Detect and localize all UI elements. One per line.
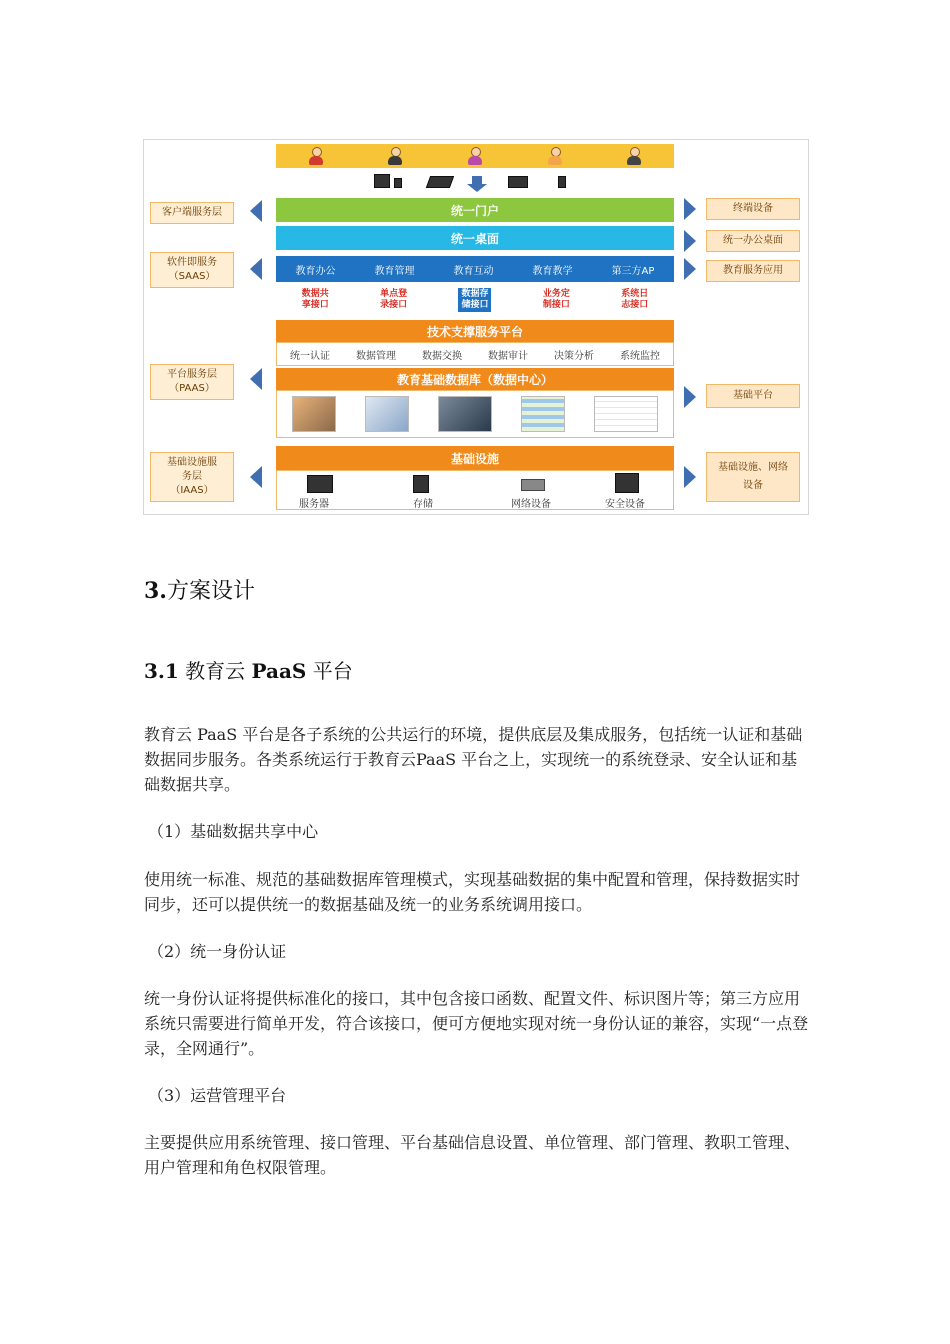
laptop-icon <box>426 176 454 188</box>
unified-desktop: 统一桌面 <box>276 226 674 250</box>
service-data-management: 数据管理 <box>356 350 396 362</box>
right-arrow-icon <box>684 258 696 280</box>
app-third-party: 第三方AP <box>611 265 655 277</box>
right-arrow-icon <box>684 198 696 220</box>
teacher-user-icon <box>467 147 483 165</box>
parent-user-icon <box>308 147 324 165</box>
tech-support-platform: 技术支撑服务平台 <box>276 320 674 342</box>
left-label-client-layer: 客户端服务层 <box>150 202 234 224</box>
left-arrow-icon <box>250 200 262 222</box>
item1-body: 使用统一标准、规范的基础数据库管理模式，实现基础数据的集中配置和管理，保持数据实时同步，还可以提供统一的数据基础及统一的业务系统调用接口。 <box>144 870 801 914</box>
classroom-photo-icon <box>292 396 336 432</box>
infra-item-network: 网络设备 <box>511 499 551 510</box>
phone-icon <box>558 176 566 188</box>
item1-title: （1）基础数据共享中心 <box>148 822 319 841</box>
student-user-icon <box>387 147 403 165</box>
spreadsheet-photo-icon <box>521 396 565 432</box>
subsection-number: 3.1 <box>144 659 179 683</box>
item3-body: 主要提供应用系统管理、接口管理、平台基础信息设置、单位管理、部门管理、教职工管理、用户管理和角色权限管理。 <box>144 1133 801 1177</box>
apps-row <box>276 256 674 282</box>
left-arrow-icon <box>250 258 262 280</box>
students-photo-icon <box>365 396 409 432</box>
section-title: 方案设计 <box>166 579 255 604</box>
right-label-infra-network: 基础设施、网络 设备 <box>706 452 800 502</box>
interface-system-log: 系统日 志接口 <box>621 289 649 310</box>
edu-database: 教育基础数据库（数据中心） <box>276 368 674 390</box>
right-label-edu-apps: 教育服务应用 <box>706 260 800 282</box>
right-label-base-platform: 基础平台 <box>706 384 800 408</box>
interfaces-row <box>276 286 674 314</box>
users-band <box>276 144 674 168</box>
right-label-office-desktop: 统一办公桌面 <box>706 230 800 252</box>
left-arrow-icon <box>250 466 262 488</box>
service-unified-auth: 统一认证 <box>290 350 330 362</box>
right-arrow-icon <box>684 386 696 408</box>
app-edu-management: 教育管理 <box>374 265 415 277</box>
lecture-hall-photo-icon <box>438 396 492 432</box>
service-data-audit: 数据审计 <box>488 350 528 362</box>
down-arrow-head-icon <box>467 184 487 192</box>
admin-user-icon <box>626 147 642 165</box>
app-edu-interaction: 教育互动 <box>453 265 494 277</box>
interface-business-custom: 业务定 制接口 <box>542 289 570 310</box>
subsection-title-part-b: 平台 <box>306 659 353 683</box>
child-user-icon <box>547 147 563 165</box>
interface-sso: 单点登 录接口 <box>380 289 408 310</box>
infra-item-storage: 存储 <box>413 499 433 510</box>
right-arrow-icon <box>684 230 696 252</box>
app-edu-office: 教育办公 <box>295 265 336 277</box>
database-photos <box>276 390 674 438</box>
infrastructure: 基础设施 <box>276 446 674 470</box>
subsection-heading <box>144 655 353 684</box>
infrastructure-items <box>276 470 674 510</box>
tablet-icon <box>508 176 528 188</box>
subsection-title-part-a: 教育云 <box>178 659 252 683</box>
intro-paragraph: 教育云 PaaS 平台是各子系统的公共运行的环境，提供底层及集成服务，包括统一认证和基础数据同步服务。各类系统运行于教育云PaaS 平台之上，实现统一的系统登录、安全认证和基础数据共享。 <box>144 725 803 794</box>
infra-item-security: 安全设备 <box>605 499 645 510</box>
left-label-paas: 平台服务层 （PAAS） <box>150 364 234 400</box>
section-number: 3. <box>144 578 167 604</box>
left-label-iaas: 基础设施服 务层 （IAAS） <box>150 452 234 502</box>
subsection-title-bold: PaaS <box>251 659 307 683</box>
item2-title: （2）统一身份认证 <box>148 942 287 961</box>
section-heading <box>144 574 255 605</box>
service-system-monitoring: 系统监控 <box>620 350 660 362</box>
app-edu-teaching: 教育教学 <box>532 265 573 277</box>
left-arrow-icon <box>250 368 262 390</box>
service-decision-analysis: 决策分析 <box>554 350 594 362</box>
architecture-diagram <box>143 139 809 515</box>
item3-title: （3）运营管理平台 <box>148 1086 287 1105</box>
services-row <box>276 342 674 366</box>
interface-data-storage: 数据存 储接口 <box>458 288 491 312</box>
report-photo-icon <box>594 396 658 432</box>
infra-item-server: 服务器 <box>299 499 329 510</box>
unified-portal: 统一门户 <box>276 198 674 222</box>
server-icon <box>307 475 333 493</box>
printer-icon <box>394 178 402 188</box>
interface-data-sharing: 数据共 享接口 <box>301 289 329 310</box>
down-arrow-icon <box>472 176 482 184</box>
service-data-exchange: 数据交换 <box>422 350 462 362</box>
right-label-terminal: 终端设备 <box>706 198 800 220</box>
network-device-icon <box>521 479 545 491</box>
right-arrow-icon <box>684 466 696 488</box>
item2-body: 统一身份认证将提供标准化的接口，其中包含接口函数、配置文件、标识图片等；第三方应用系统只需要进行简单开发，符合该接口，便可方便地实现对统一身份认证的兼容，实现“一点登录，全网通行”。 <box>144 989 809 1058</box>
desktop-computer-icon <box>374 174 390 188</box>
left-label-saas: 软件即服务 （SAAS） <box>150 252 234 288</box>
storage-icon <box>413 475 429 493</box>
security-device-icon <box>615 473 639 493</box>
